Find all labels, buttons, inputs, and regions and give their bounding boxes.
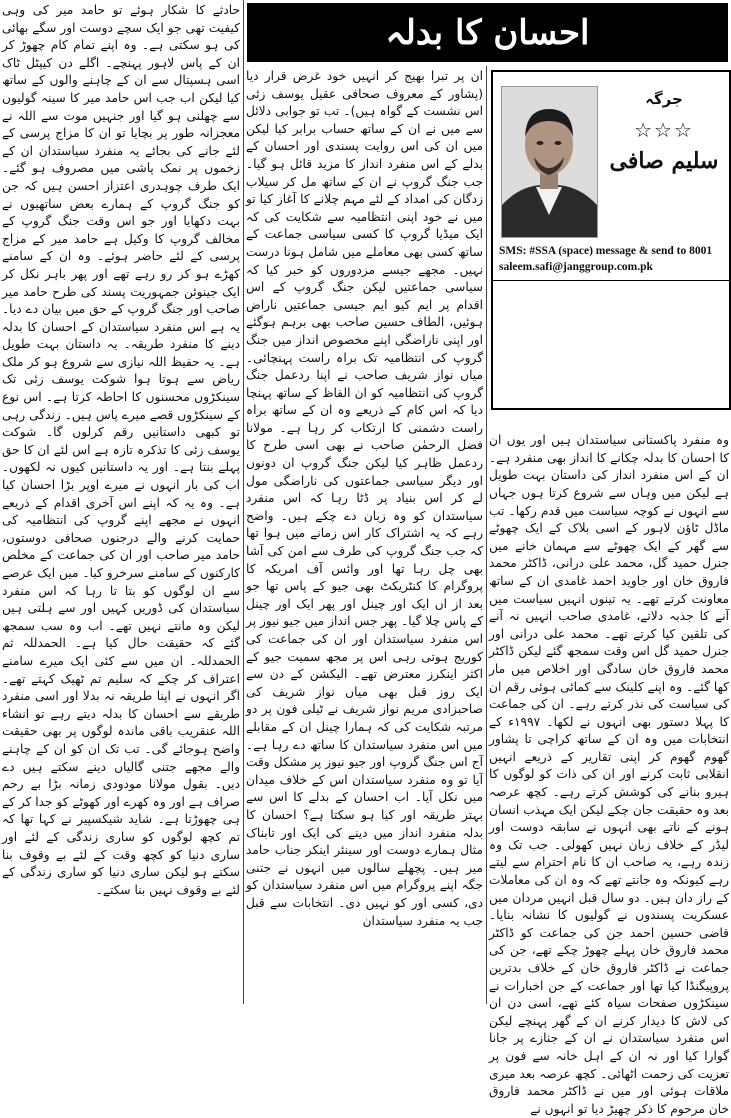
author-portrait-image [502, 87, 597, 237]
byline-divider [493, 280, 729, 281]
headline-banner [247, 3, 728, 62]
article-text: وہ منفرد پاکستانی سیاستدان ہیں اور یوں ان کا احسان کا بدلہ چکانے کا انداز بھی منفرد ہے۔ ان کے اس منفرد انداز کی داستان بہت طویل ہے لیکن میں وہاں سے شروع کرتا ہوں جہاں سے انہوں نے کوچہ سیاست میں قدم رکھا۔ تب ماڈل ٹاؤن لاہور کے اسی بلاک کے ایک چھوٹے سے گھر کے ایک چھوٹے سے مہمان خانے میں جنرل حمید گل، محمد علی درانی، ڈاکٹر محمد فاروق خان اور جاوید احمد غامدی ان کے ساتھ معاونت کرتے تھے۔ یہ تینوں انہیں سیاست میں آنے کا جذبہ دلاتے، غامدی صاحب انہیں نہ آنے کی تلقین کیا کرتے تھے۔ محمد علی درانی اور جنرل حمید گل اس وقت سمجھ گئے لیکن ڈاکٹر محمد فاروق خان سادگی اور اخلاص میں مار کھا گئے۔ وہ اپنے کلینک سے کمائی ہوئی رقم ان کی سیاست کی نذر کرتے رہے۔ ان کی جماعت کا پہلا دستور بھی انہوں نے لکھا۔ ۱۹۹۷ء کے انتخابات میں وہ ان کے ساتھ کراچی تا پشاور گھوم گھوم کر اپنی تقاریر کے ذریعے انہیں انقلابی ثابت کرنے اور ان کی ذات کو لوگوں کا ہیرو بنانے کی کوشش کرتے رہے۔ کچھ عرصہ بعد وہ حقیقت جان چکے لیکن ایک مہذب انسان ہونے کے ناتے بھی انہوں نے سابقہ دوست اور لیڈر کے خلاف زبان نہیں کھولی۔ جب تک وہ زندہ رہے، یہ صاحب ان کا نام احترام سے لیتے رہے کیونکہ وہ جانتے تھے کہ وہ ان کی معاملات کے راز دان ہیں۔ دو سال قبل انہیں مردان میں عسکریت پسندوں نے گولیوں کا نشانہ بنایا۔ قاضی حسین احمد جن کی جماعت کو ڈاکٹر محمد فاروق خان پہلے چھوڑ چکے تھے، جن کی جماعت نے ڈاکٹر فاروق خان کے خلاف بدترین پروپیگنڈا کیا تھا اور جماعت کے جن اخبارات نے سینکڑوں صفحات سیاہ کئے تھے، اسی دن ان کی لاش کا دیدار کرنے ان کے گھر پہنچے لیکن اس منفرد سیاستدان نے ان کے جنازے پر جانا گوارا کیا اور نہ ان کے اہل خانہ سے فون پر تعزیت کی زحمت اٹھائی۔ کچھ عرصہ بعد میری ملاقات ہوئی اور میں نے ڈاکٹر محمد فاروق خان مرحوم کا ذکر چھیڑ دیا تو انہوں نے [489, 433, 729, 1116]
byline-box [491, 70, 731, 410]
author-photo [501, 86, 598, 238]
star-rating-icon: ☆☆☆ [634, 118, 694, 142]
article-text: حادثے کا شکار ہوئے تو حامد میر کی وہی کیفیت تھی جو ایک سچے دوست اور سگے بھائی کی ہو سکتی ہے۔ وہ اپنے تمام کام چھوڑ کر ان کے پاس لاہور پہنچے۔ اگلے دن کیپٹل ٹاک اسی ہسپتال سے ان کے چاہنے والوں کے ساتھ کیا لیکن اب جب اس حامد میر کا سینہ گولیوں سے چھلنی ہو گیا اور جنہیں موت سے اللہ نے معجزانہ طور پر بچایا تو ان کا مزاج پرسی کے لئے جانے کی بجائے یہ منفرد سیاستدان ان کے زخموں پر نمک پاشی میں مصروف ہو گئے۔ ایک طرف چوہدری اعتزاز احسن ہیں کہ جن کو جنگ گروپ کے ہمارے بعض ساتھیوں نے بہت دکھایا اور جو اس وقت جنگ گروپ کے مخالف گروپ کا وکیل ہے حامد میر کے مزاج پرسی کے لئے حاضر ہوئے۔ وہ ان کے سامنے کھڑے ہو کر رو رہے تھے اور پھر باہر نکل کر ایک جینوئن جمہوریت پسند کی طرح حامد میر صاحب اور جنگ گروپ کے حق میں بیان دے دیا۔ یہ ہے اس منفرد سیاستدان کے احسان کا بدلہ دینے کا منفرد طریقہ۔ یہ داستان بہت طویل ہے۔ یہ حفیظ اللہ نیازی سے شروع ہو کر ملک ریاض سے ہوتا ہوا شوکت یوسف زئی تک سینکڑوں محسنوں کا احاطہ کرتا ہے۔ اس نوع کے سینکڑوں قصے میرے پاس ہیں۔ زندگی رہی تو کبھی داستانیں رقم کرلوں گا۔ شوکت یوسف زئی کا تذکرہ تازہ ہے اس لئے ان کا حق پہلے بنتا ہے۔ اور یہ داستانیں کیوں نہ لکھوں۔ اب کی بار انہوں نے میرے اوپر بڑا احسان کیا ہے۔ وہ یہ کہ اپنے اس آخری اقدام کے ذریعے انہوں نے مجھے اپنے گروپ کی انتظامیہ کی حمایت کرنے والے درجنوں صحافی دوستوں، حامد میر صاحب اور ان کی جماعت کے مخلص کارکنوں کے سامنے سرخرو کیا۔ میں ایک عرصے سے ان لوگوں کو بتا تا رہا کہ اس منفرد سیاستدان کی ڈوریں کہیں اور سے ہلتی ہیں لیکن وہ مانتے نہیں تھے۔ اب وہ سب سمجھ گئے کہ حقیقت حال کیا ہے۔ الحمدللہ ثم الحمدللہ۔ ان میں سے کئی ایک میرے سامنے اعتراف کر چکے کہ سلیم تم ٹھیک کہتے تھے۔ اگر انہوں نے اپنا طریقہ نہ بدلا اور اسی منفرد طریقے سے احسان کا بدلہ دیتے رہے تو انشاء اللہ عنقریب باقی ماندہ لوگوں پر بھی حقیقت واضح ہوجائے گی۔ تب تک ان کو ان کے چاہنے والے مجھے جتنی گالیاں دینے سکتے ہیں دے دیں۔ بقول مولانا مودودی زمانہ بڑا بے رحم صراف ہے اور وہ کھرے اور کھوٹے کو جدا کر کے ہی چھوڑتا ہے۔ شاید شیکسپیر نے کہا تھا کہ تم کچھ لوگوں کو ساری زندگی کے لئے اور ساری دنیا کو کچھ وقت کے لئے بے وقوف بنا سکتے ہو لیکن ساری دنیا کو ساری زندگی کے لئے بے وقوف نہیں بنا سکتے۔ [2, 3, 240, 897]
author-email: saleem.safi@janggroup.com.pk [499, 261, 653, 273]
sms-instructions: SMS: #SSA (space) message & send to 8001 [499, 245, 713, 257]
column-divider [486, 66, 487, 1004]
article-column-middle [246, 68, 483, 1004]
article-column-right [489, 420, 729, 1116]
column-divider [243, 0, 244, 1004]
author-name: سلیم صافی [609, 148, 719, 174]
article-title: احسان کا بدلہ [385, 13, 590, 53]
column-name: جرگہ [645, 90, 683, 108]
article-text: ان پر تبرا بھیج کر انہیں خود غرض قرار دیا (پشاور کے معروف صحافی عقیل یوسف زئی اس نشست کے گواہ ہیں)۔ تب تو جوابی دلائل سے میں نے ان کے ساتھ حساب برابر کیا لیکن میں ان کی اس روایت پسندی اور احسان کے بدلے کے اس منفرد انداز کا مزید قائل ہو گیا۔ جب جنگ گروپ نے ان کے ساتھ مل کر سیلاب زدگان کی امداد کے لئے مہم چلانے کا آغاز کیا تو میں نے خود اپنی انتظامیہ سے شکایت کی کہ ایک میڈیا گروپ کا کسی سیاسی جماعت کے ساتھ کسی بھی معاملے میں شامل ہونا درست نہیں۔ مجھے جیسے مزدوروں کو خبر کیا کہ سیاسی جماعتیں لیکن جنگ گروپ کے اس اقدام پر ایم کیو ایم جیسی جماعتیں ناراض ہوئیں، الطاف حسین صاحب بھی برہم ہوگئے اور اپنی ناراضگی اپنے مخصوص انداز میں جنگ گروپ کی انتظامیہ تک براہ راست پہنچائی۔ میاں نواز شریف صاحب نے اپنا ردعمل جنگ گروپ کی انتظامیہ کو ان الفاظ کے ساتھ پہنچا دیا کہ اس کام کے ذریعے وہ ان کے ساتھ براہ راست دشمنی کا ارتکاب کر رہا ہے۔ مولانا فضل الرحمٰن صاحب نے بھی اسی طرح کا ردعمل ظاہر کیا لیکن جنگ گروپ ان دونوں اور دیگر سیاسی جماعتوں کی ناراضگی مول لے کر اس بنیاد پر ڈٹا رہا کہ اس منفرد سیاستدان کو وہ زبان دے چکے ہیں۔ واضح رہے کہ یہ اشتراک کار اس زمانے میں ہوا تھا کہ جب جنگ گروپ کی طرف سے امن کی آشا بھی چل رہا تھا اور وائس آف امریکہ کا پروگرام کا کنٹریکٹ بھی جیو کے پاس تھا جو بعد از اں ایک اور چینل اور پھر ایک اور چینل کے پاس چلا گیا۔ پھر جس انداز میں جیو نیوز پر اس منفرد سیاستدان اور ان کی جماعت کی کوریج ہوتی رہی اس پر مجھ سمیت جیو کے اکثر اینکرز معترض تھے۔ الیکشن کے دن سے ایک روز قبل بھی میاں نواز شریف کی صاحبزادی مریم نواز شریف نے ٹیلی فون پر دو مرتبہ شکایت کی کہ ہمارا چینل ان کے مقابلے میں اس منفرد سیاستدان کا ساتھ دے رہا ہے۔ آج اس جنگ گروپ اور جیو نیوز پر مشکل وقت آیا تو وہ منفرد سیاستدان اس کے خلاف میدان میں نکل آیا۔ اب احسان کے بدلے کا اس سے بہتر طریقہ اور کیا ہو سکتا ہے؟ احسان کا بدلہ منفرد انداز میں دینے کی ایک اور تابناک مثال ہمارے دوست اور سینئر اینکر جناب حامد میر ہیں۔ پچھلے سالوں میں انہوں نے جتنی جگہ اپنے پروگرام میں اس منفرد سیاستدان کو دی، کسی اور کو نہیں دی۔ انتخابات سے قبل جب یہ منفرد سیاستدان [246, 69, 483, 928]
article-column-left [2, 2, 240, 1002]
